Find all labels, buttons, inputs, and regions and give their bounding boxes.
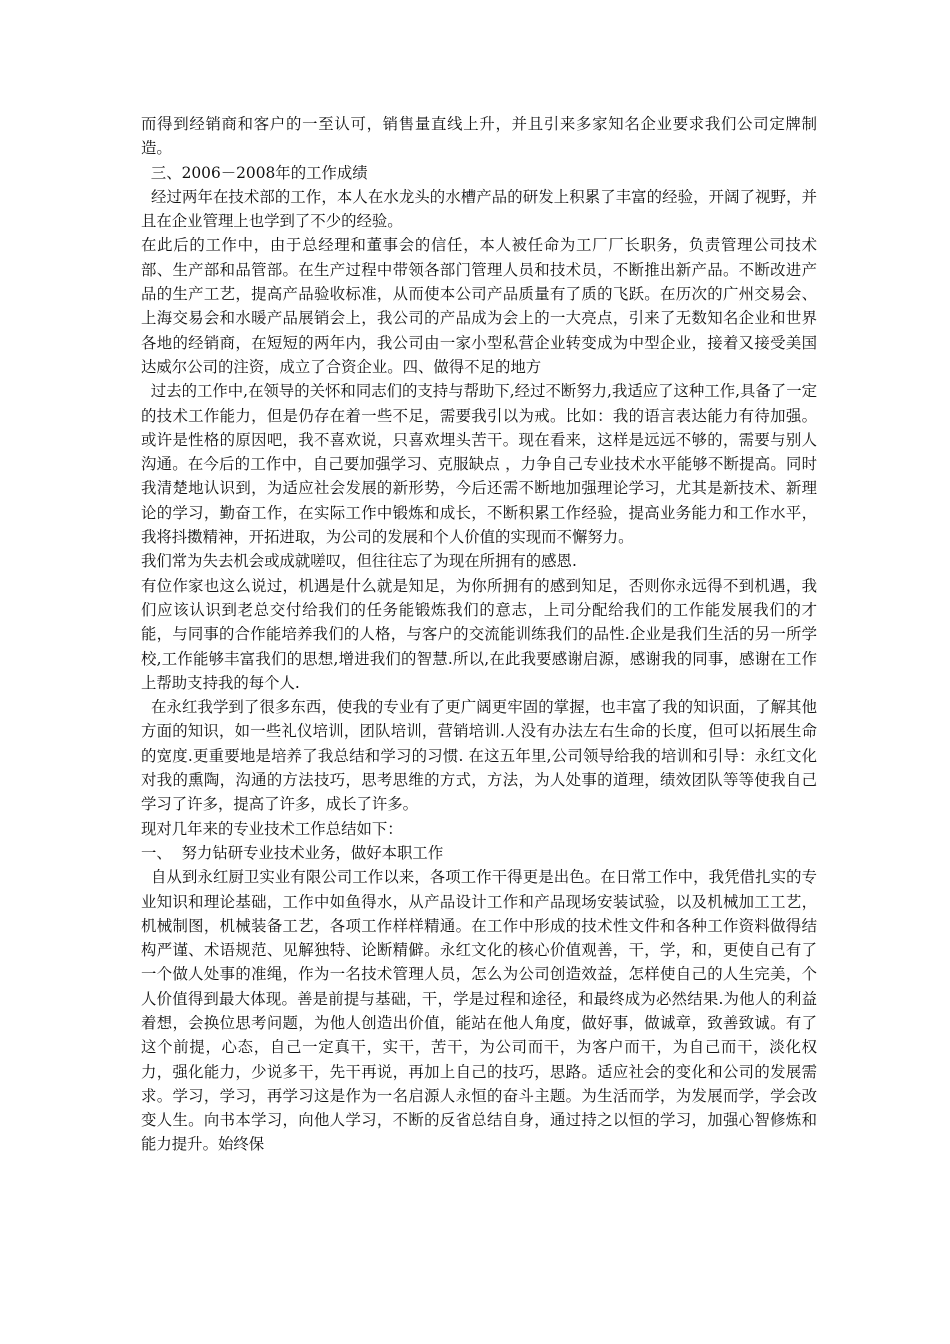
paragraph-5: 我们常为失去机会或成就嗟叹，但往往忘了为现在所拥有的感恩. bbox=[141, 552, 577, 571]
paragraph-1: 而得到经销商和客户的一至认可，销售量直线上升，并且引来多家知名企业要求我们公司定牌制造。 bbox=[141, 115, 817, 158]
paragraph-8: 现对几年来的专业技术工作总结如下： bbox=[141, 819, 403, 838]
paragraph-9: 自从到永红厨卫实业有限公司工作以来，各项工作干得更是出色。在日常工作中，我凭借扎实的专业知识和理论基础，工作中如鱼得水，从产品设计工作和产品现场安装试验，以及机械加工工艺，机械制图，机械装备工艺，各项工作样样精通。在工作中形成的技术性文件和各种工作资料做得结构严谨、术语规范、见解独特、论断精僻。永红文化的核心价值观善，干，学，和，更使自己有了一个做人处事的准绳，作为一名技术管理人员，怎么为公司创造效益，怎样使自己的人生完美，个人价值得到最大体现。善是前提与基础，干，学是过程和途径，和最终成为必然结果.为他人的利益着想，会换位思考问题，为他人创造出价值，能站在他人角度，做好事，做诚章，致善致诚。有了这个前提，心态，自己一定真干，实干，苦干，为公司而干，为客户而干，为自己而干，淡化权力，强化能力，少说多干，先干再说，再加上自己的技巧，思路。适应社会的变化和公司的发展需求。学习，学习，再学习这是作为一名启源人永恒的奋斗主题。为生活而学，为发展而学，学会改变人生。向书本学习，向他人学习，不断的反省总结自身，通过持之以恒的学习，加强心智修炼和能力提升。始终保 bbox=[141, 868, 817, 1154]
paragraph-6: 有位作家也这么说过，机遇是什么就是知足，为你所拥有的感到知足，否则你永远得不到机遇，我们应该认识到老总交付给我们的任务能锻炼我们的意志，上司分配给我们的工作能发展我们的才能，与同事的合作能培养我们的人格，与客户的交流能训练我们的品性.企业是我们生活的另一所学校,工作能够丰富我们的思想,增进我们的智慧.所以,在此我要感谢启源，感谢我的同事，感谢在工作上帮助支持我的每个人. bbox=[141, 576, 817, 692]
section-heading-1: 一、 努力钻研专业技术业务，做好本职工作 bbox=[141, 843, 444, 862]
document-body bbox=[141, 112, 817, 1157]
paragraph-2: 经过两年在技术部的工作，本人在水龙头的水槽产品的研发上积累了丰富的经验，开阔了视野，并且在企业管理上也学到了不少的经验。 bbox=[141, 187, 817, 231]
paragraph-3: 在此后的工作中，由于总经理和董事会的信任，本人被任命为工厂厂长职务，负责管理公司技术部、生产部和品管部。在生产过程中带领各部门管理人员和技术员，不断推出新产品。不断改进产品的生产工艺，提高产品验收标准，从而使本公司产品质量有了质的飞跃。在历次的广州交易会、上海交易会和水暖产品展销会上，我公司的产品成为会上的一大亮点，引来了无数知名企业和世界各地的经销商，在短短的两年内，我公司由一家小型私营企业转变成为中型企业，接着又接受美国达威尔公司的注资，成立了合资企业。四、做得不足的地方 bbox=[141, 236, 817, 376]
section-heading-3: 三、2006－2008年的工作成绩 bbox=[141, 163, 368, 182]
paragraph-7: 在永红我学到了很多东西，使我的专业有了更广阔更牢固的掌握，也丰富了我的知识面，了解其他方面的知识，如一些礼仪培训，团队培训，营销培训.人没有办法左右生命的长度，但可以拓展生命的宽度.更重要地是培养了我总结和学习的习惯. 在这五年里,公司领导给我的培训和引导：永红文化对我的熏陶，沟通的方法技巧，思考思维的方式，方法，为人处事的道理，绩效团队等等使我自己学习了许多，提高了许多，成长了许多。 bbox=[141, 698, 817, 814]
paragraph-4: 过去的工作中,在领导的关怀和同志们的支持与帮助下,经过不断努力,我适应了这种工作,具备了一定的技术工作能力，但是仍存在着一些不足，需要我引以为戒。比如：我的语言表达能力有待加强。或许是性格的原因吧，我不喜欢说，只喜欢埋头苦干。现在看来，这样是远远不够的，需要与别人沟通。在今后的工作中，自己要加强学习、克服缺点 ，力争自己专业技术水平能够不断提高。同时我清楚地认识到，为适应社会发展的新形势，今后还需不断地加强理论学习，尤其是新技术、新理论的学习，勤奋工作，在实际工作中锻炼和成长，不断积累工作经验，提高业务能力和工作水平，我将抖擞精神，开拓进取，为公司的发展和个人价值的实现而不懈努力。 bbox=[141, 382, 817, 547]
